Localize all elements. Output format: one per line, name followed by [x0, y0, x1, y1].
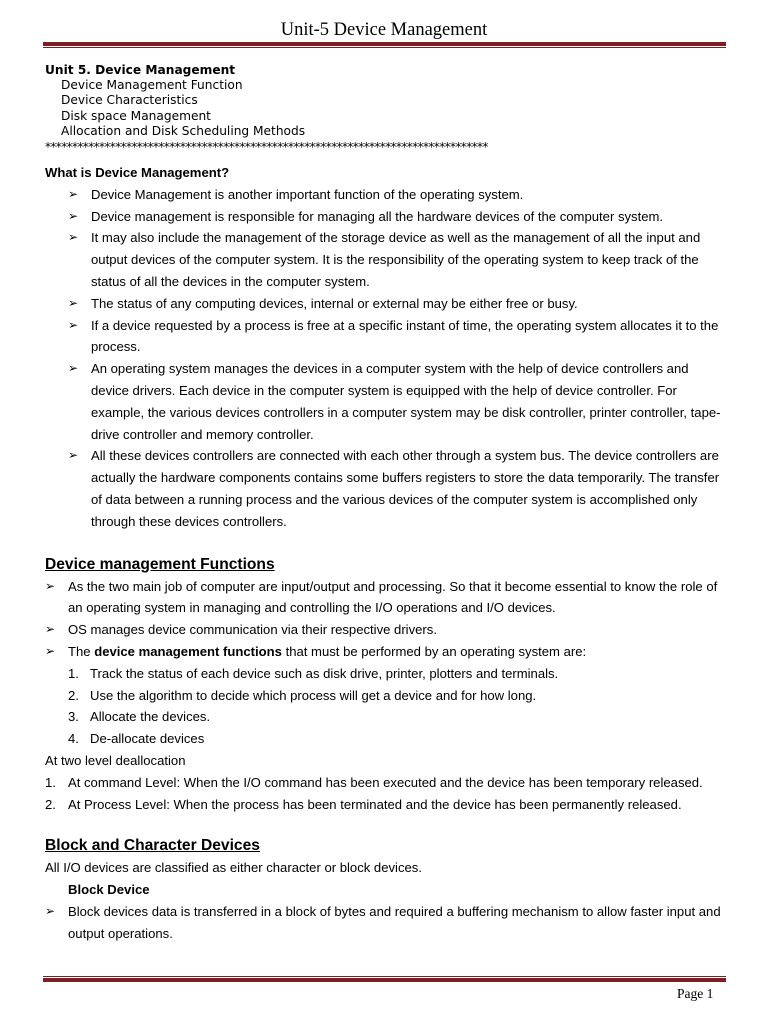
arrow-bullet-icon: ➢	[45, 903, 56, 918]
arrow-bullet-icon: ➢	[68, 186, 79, 201]
list-item: 4. De-allocate devices	[68, 731, 205, 747]
star-separator: **********************************************************************************	[45, 140, 488, 154]
list-item: ➢ Device management is responsible for managing all the hardware devices of the computer system.	[45, 206, 725, 228]
list-item: ➢ The device management functions that must be performed by an operating system are:	[45, 641, 725, 663]
section-heading-block-character-devices: Block and Character Devices	[45, 837, 260, 855]
header-rule	[43, 42, 726, 48]
arrow-bullet-icon: ➢	[68, 317, 79, 332]
deallocation-levels-list	[45, 772, 725, 816]
list-item: ➢ The status of any computing devices, internal or external may be either free or busy.	[45, 293, 725, 315]
classification-intro: All I/O devices are classified as either character or block devices.	[45, 860, 422, 876]
list-item: ➢ If a device requested by a process is free at a specific instant of time, the operating system allocates it to the process.	[45, 315, 725, 359]
list-item: 3. Allocate the devices.	[68, 709, 211, 725]
section-heading-what-is: What is Device Management?	[45, 165, 230, 180]
arrow-bullet-icon: ➢	[68, 361, 79, 376]
list-item: ➢ An operating system manages the devices in a computer system with the help of device controllers and device drivers. Each device in the computer system is equipped with the help of device controller. For example, the various devices controllers in a computer system may be disk controller, printer controller, tape-drive controller and memory controller.	[45, 358, 725, 445]
toc-item: Device Characteristics	[61, 93, 198, 108]
deallocation-intro: At two level deallocation	[45, 752, 186, 768]
page-number: Page 1	[677, 986, 714, 1001]
arrow-bullet-icon: ➢	[45, 578, 56, 593]
list-item: ➢ Device Management is another important function of the operating system.	[45, 184, 725, 206]
arrow-bullet-icon: ➢	[68, 295, 79, 310]
list-item: 1. Track the status of each device such as disk drive, printer, plotters and terminals.	[68, 665, 559, 681]
toc-item: Allocation and Disk Scheduling Methods	[61, 123, 306, 138]
table-of-contents	[45, 63, 305, 139]
section-heading-device-management-functions: Device management Functions	[45, 555, 275, 573]
bullet-list	[45, 184, 725, 533]
bullet-list	[45, 901, 725, 945]
list-item: ➢ OS manages device communication via their respective drivers.	[45, 619, 725, 641]
list-item: ➢ Block devices data is transferred in a block of bytes and required a buffering mechanism to allow faster input and output operations.	[45, 901, 725, 945]
footer-rule	[43, 976, 726, 982]
page-header-title: Unit-5 Device Management	[280, 20, 488, 40]
arrow-bullet-icon: ➢	[45, 643, 56, 658]
toc-item: Disk space Management	[61, 108, 211, 123]
arrow-bullet-icon: ➢	[45, 622, 56, 637]
list-item: 1. At command Level: When the I/O command has been executed and the device has been temporary released.	[45, 774, 703, 790]
arrow-bullet-icon: ➢	[68, 448, 79, 463]
arrow-bullet-icon: ➢	[68, 230, 79, 245]
toc-title: Unit 5. Device Management	[45, 63, 236, 77]
list-item: 2. Use the algorithm to decide which process will get a device and for how long.	[68, 687, 537, 703]
arrow-bullet-icon: ➢	[68, 208, 79, 223]
bullet-list	[45, 576, 725, 663]
document-body	[45, 162, 725, 945]
list-item: 2. At Process Level: When the process has been terminated and the device has been permanently released.	[45, 796, 682, 812]
subheading-block-device: Block Device	[68, 882, 150, 898]
toc-item: Device Management Function	[61, 78, 243, 93]
list-item: ➢ As the two main job of computer are input/output and processing. So that it become essential to know the role of an operating system in managing and controlling the I/O operations and I/O devices.	[45, 576, 725, 620]
functions-list	[45, 663, 725, 750]
list-item: ➢ All these devices controllers are connected with each other through a system bus. The device controllers are actually the hardware components contains some buffers registers to store the data temporarily. The transfer of data between a running process and the various devices of the computer system is accomplished only through these devices controllers.	[45, 445, 725, 532]
list-item: ➢ It may also include the management of the storage device as well as the management of all the input and output devices of the computer system. It is the responsibility of the operating system to keep track of the status of all the devices in the computer system.	[45, 227, 725, 292]
